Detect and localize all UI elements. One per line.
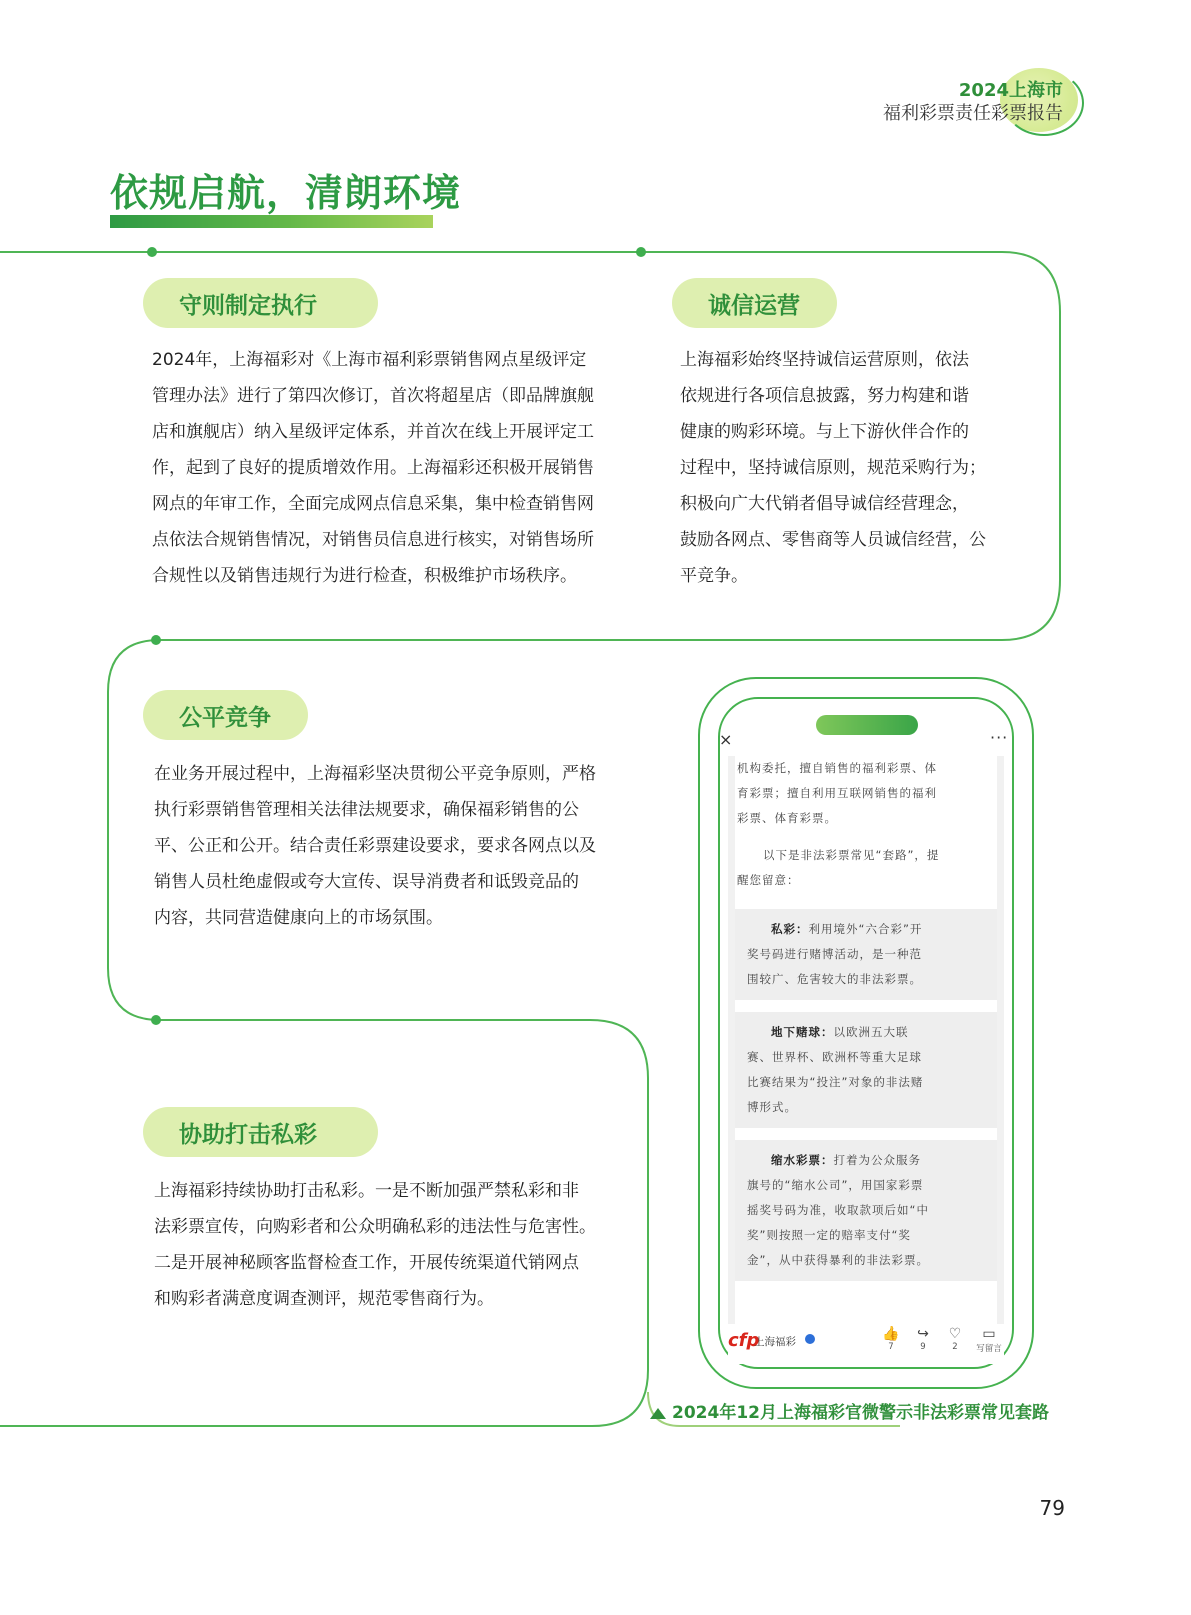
text-line: 旗号的“缩水公司”，用国家彩票 — [747, 1178, 924, 1192]
text-line: 上海福彩始终坚持诚信运营原则，依法 — [680, 350, 969, 370]
text-line: 醒您留意： — [737, 873, 800, 887]
caption-text: 2024年12月上海福彩官微警示非法彩票常见套路 — [672, 1403, 1049, 1423]
comment-icon: ▭ — [982, 1326, 996, 1342]
text-line: 作，起到了良好的提质增效作用。上海福彩还积极开展销售 — [152, 458, 594, 478]
text-line: 以欧洲五大联 — [833, 1025, 909, 1039]
text-line: 比赛结果为“投注”对象的非法赌 — [747, 1075, 924, 1089]
text-line: 过程中，坚持诚信原则，规范采购行为； — [680, 458, 986, 478]
text-line: 奖”则按照一定的赔率支付“奖 — [747, 1228, 911, 1242]
section-title-integrity: 诚信运营 — [672, 278, 837, 328]
caption-arrow-icon — [650, 1408, 666, 1419]
like-button[interactable] — [876, 1326, 906, 1364]
comment-label: 写留言 — [976, 1344, 1002, 1354]
text-line: 二是开展神秘顾客监督检查工作，开展传统渠道代销网点 — [154, 1253, 579, 1273]
text-line: 依规进行各项信息披露，努力构建和谐 — [680, 386, 969, 406]
section-title-fair-competition: 公平竞争 — [143, 690, 308, 740]
text-line: 执行彩票销售管理相关法律法规要求，确保福彩销售的公 — [154, 800, 579, 820]
info-box-underground-betting — [735, 1012, 997, 1128]
text-line: 机构委托，擅自销售的福利彩票、体 — [737, 761, 937, 775]
text-line: 合规性以及销售违规行为进行检查，积极维护市场秩序。 — [152, 566, 577, 586]
text-line: 2024年，上海福彩对《上海市福利彩票销售网点星级评定 — [152, 350, 587, 370]
text-line: 金”，从中获得暴利的非法彩票。 — [747, 1253, 929, 1267]
text-line: 销售人员杜绝虚假或夸大宣传、误导消费者和诋毁竞品的 — [154, 872, 579, 892]
text-line: 在业务开展过程中，上海福彩坚决贯彻公平竞争原则，严格 — [154, 764, 596, 784]
text-line: 以下是非法彩票常见“套路”，提 — [763, 848, 940, 862]
figure-caption — [650, 1398, 1049, 1423]
phone-notch — [816, 715, 918, 735]
box-term: 地下赌球： — [771, 1025, 834, 1039]
article-notice — [735, 843, 997, 893]
text-line: 平、公正和公开。结合责任彩票建设要求，要求各网点以及 — [154, 836, 596, 856]
box-term: 缩水彩票： — [771, 1153, 834, 1167]
info-box-shrink-lottery — [735, 1140, 997, 1281]
header-report-title: 福利彩票责任彩票报告 — [883, 103, 1063, 124]
text-line: 管理办法》进行了第四次修订，首次将超星店（即品牌旗舰 — [152, 386, 594, 406]
text-line: 积极向广大代销者倡导诚信经营理念， — [680, 494, 969, 514]
text-line: 育彩票；擅自利用互联网销售的福利 — [737, 786, 937, 800]
info-box-private-lottery — [735, 909, 997, 1000]
share-button[interactable] — [908, 1326, 938, 1364]
share-icon: ↪ — [917, 1326, 929, 1342]
text-line: 鼓励各网点、零售商等人员诚信经营，公 — [680, 530, 986, 550]
account-name[interactable]: 上海福彩 — [754, 1336, 796, 1348]
text-line: 摇奖号码为准，收取款项后如“中 — [747, 1203, 929, 1217]
text-line: 围较广、危害较大的非法彩票。 — [747, 972, 922, 986]
text-line: 店和旗舰店）纳入星级评定体系，并首次在线上开展评定工 — [152, 422, 594, 442]
text-line: 利用境外“六合彩”开 — [808, 922, 923, 936]
text-line: 赛、世界杯、欧洲杯等重大足球 — [747, 1050, 922, 1064]
text-line: 网点的年审工作，全面完成网点信息采集，集中检查销售网 — [152, 494, 594, 514]
section-body-anti-illegal-lottery — [154, 1173, 624, 1317]
section-body-fair-competition — [154, 756, 624, 936]
text-line: 点依法合规销售情况，对销售员信息进行核实，对销售场所 — [152, 530, 594, 550]
text-line: 健康的购彩环境。与上下游伙伴合作的 — [680, 422, 969, 442]
text-line: 奖号码进行赌博活动，是一种范 — [747, 947, 922, 961]
section-title-rules: 守则制定执行 — [143, 278, 378, 328]
wechat-article — [735, 756, 997, 1324]
favorite-button[interactable] — [940, 1326, 970, 1364]
text-line: 博形式。 — [747, 1100, 797, 1114]
section-title-anti-illegal-lottery: 协助打击私彩 — [143, 1107, 378, 1157]
close-icon[interactable]: × — [719, 730, 733, 749]
share-count: 9 — [920, 1342, 926, 1352]
header-year-city: 2024上海市 — [958, 80, 1063, 101]
title-underline — [110, 215, 433, 228]
verified-icon — [805, 1334, 815, 1344]
section-body-integrity — [680, 342, 1025, 594]
text-line: 和购彩者满意度调查测评，规范零售商行为。 — [154, 1289, 494, 1309]
text-line: 上海福彩持续协助打击私彩。一是不断加强严禁私彩和非 — [154, 1181, 579, 1201]
comment-button[interactable] — [972, 1326, 1006, 1364]
page-title: 依规启航，清朗环境 — [110, 171, 462, 215]
like-count: 7 — [888, 1342, 894, 1352]
article-intro — [735, 756, 997, 831]
article-actions — [876, 1326, 1006, 1364]
cwl-logo-icon: cfp — [728, 1330, 760, 1351]
thumbs-up-icon: 👍 — [882, 1326, 900, 1342]
page-number: 79 — [1039, 1496, 1065, 1520]
text-line: 平竞争。 — [680, 566, 748, 586]
heart-icon: ♡ — [948, 1326, 962, 1342]
box-term: 私彩： — [771, 922, 809, 936]
text-line: 法彩票宣传，向购彩者和公众明确私彩的违法性与危害性。 — [154, 1217, 596, 1237]
text-line: 内容，共同营造健康向上的市场氛围。 — [154, 908, 443, 928]
text-line: 彩票、体育彩票。 — [737, 811, 837, 825]
section-body-rules — [152, 342, 622, 594]
favorite-count: 2 — [952, 1342, 958, 1352]
more-icon[interactable]: ··· — [990, 728, 1009, 747]
text-line: 打着为公众服务 — [833, 1153, 921, 1167]
